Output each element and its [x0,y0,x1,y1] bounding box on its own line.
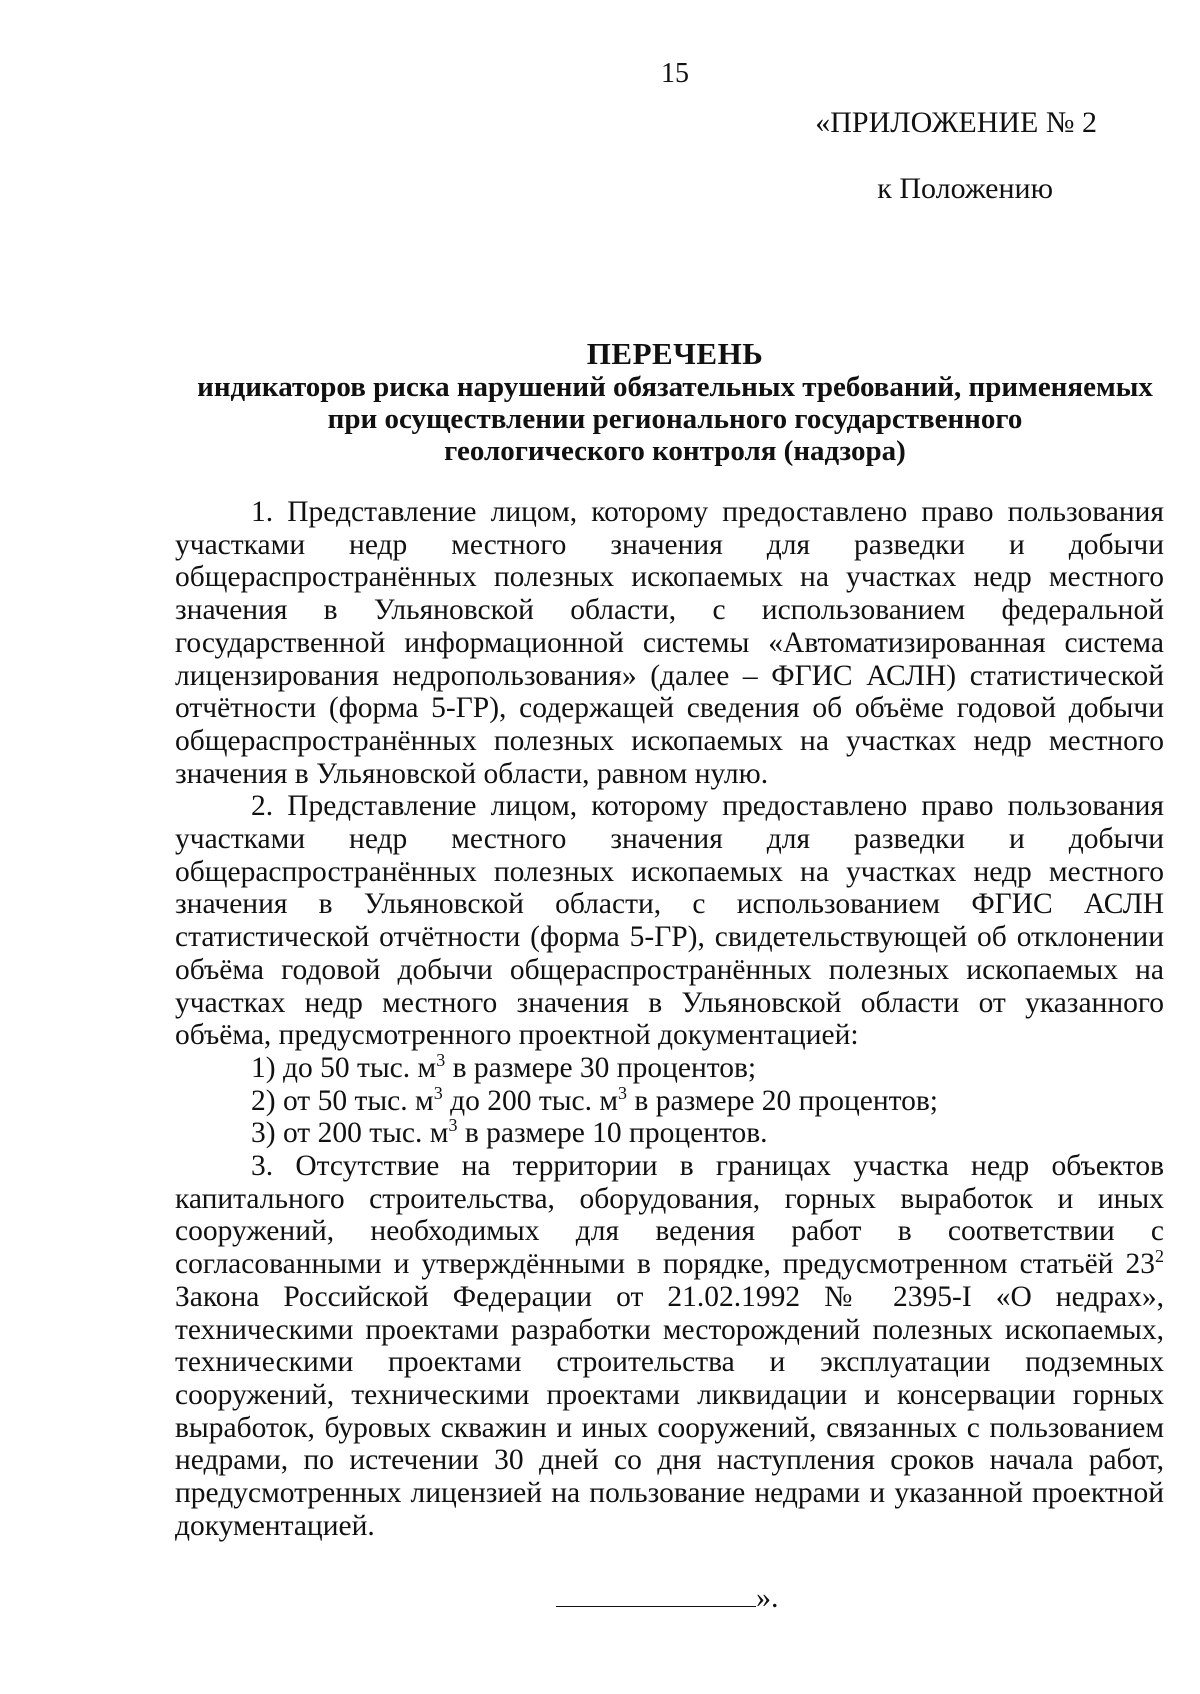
item-3: 3. Отсутствие на территории в границах участка недр объектов капитального строительства, оборудования, горных выработок и иных сооружений, необходимых для ведения работ в соответствии с согласованными и утверждёнными в порядке, предусмотренном статьёй $23^2$ Закона Российской Федерации от 21.02.1992 № 2395-I «О недрах», техническими проектами разработки месторождений полезных ископаемых, техническими проектами строительства и эксплуатации подземных сооружений, техническими проектами ликвидации и консервации горных выработок, буровых скважин и иных сооружений, связанных с пользованием недрами, по истечении 30 дней со дня наступления сроков начала работ, предусмотренных лицензией на пользование недрами и указанной проектной документацией. [175,1150,1164,1542]
subitem-3: 3) от 200 тыс. $м^3$ в размере 10 процентов. [251,1115,768,1150]
document-title [150,338,1200,467]
subitem-2: 2) от 50 тыс. $м^3$ до 200 тыс. $м^3$ в размере 20 процентов; [251,1082,938,1117]
title-main: ПЕРЕЧЕНЬ [586,336,764,371]
subitem-1: 1) до 50 тыс. $м^3$ в размере 30 процентов; [251,1050,757,1084]
item-2: 2. Представление лицом, которому предоставлено право пользования участками недр местного значения для разведки и добычи общераспространённых полезных ископаемых на участках недр местного значения в Ульяновской области, с использованием ФГИС АСЛН статистической отчётности (форма 5-ГР), свидетельствующей об отклонении объёма годовой добычи общераспространённых полезных ископаемых на участках недр местного значения в Ульяновской области от указанного объёма, предусмотренного проектной документацией: [175,790,1164,1052]
appendix-label: «ПРИЛОЖЕНИЕ № 2 [815,106,1097,139]
title-line-2: при осуществлении регионального государственного [327,403,1023,435]
item-1: 1. Представление лицом, которому предоставлено право пользования участками недр местного значения для разведки и добычи общераспространённых полезных ископаемых на участках недр местного значения в Ульяновской области, с использованием федеральной государственной информационной системы «Автоматизированная система лицензирования недропользования» (далее – ФГИС АСЛН) статистической отчётности (форма 5-ГР), содержащей сведения об объёме годовой добычи общераспространённых полезных ископаемых на участках недр местного значения в Ульяновской области, равном нулю. [175,496,1164,790]
title-line-3: геологического контроля (надзора) [444,435,906,467]
page-number: 15 [661,58,689,89]
signature-line [556,1582,756,1607]
closing-mark: ». [556,1581,779,1615]
appendix-reference: к Положению [877,172,1053,205]
title-line-1: индикаторов риска нарушений обязательных требований, применяемых [197,371,1153,403]
document-body [175,496,1164,1543]
